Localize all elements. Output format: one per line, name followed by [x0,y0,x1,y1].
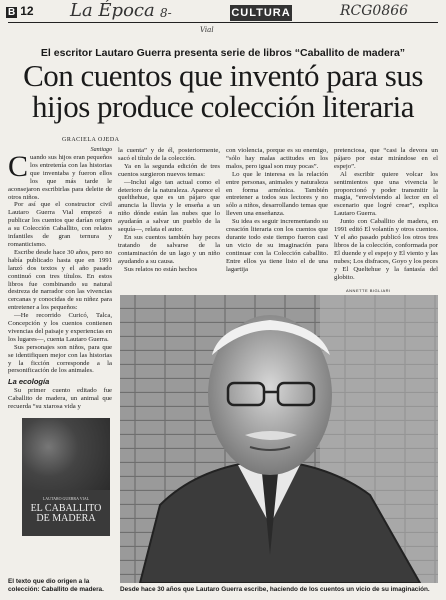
paragraph: pretenciosa, que “casi la devora un pájaro por estar mirándose en el espejo”. [334,147,438,170]
headline-line-1: Con cuentos que inventó para sus [23,58,423,93]
book-cover-title-line-2: DE MADERA [36,513,96,524]
header-rule [8,22,438,23]
section-label: CULTURA [231,7,291,19]
byline: GRACIELA OJEDA [62,137,120,143]
paragraph-text: uando sus hijos eran pequeños los entretenía con las historias que inventaba y fueron ellos los que más tarde le aconsejaron escribirlas para deleite de otros niños. [8,154,112,201]
photo-caption: Desde hace 30 años que Lautaro Guerra escribe, haciendo de los cuentos un vicio de su imaginación. [120,586,430,593]
headline-line-2: hijos produce colección literaria [31,89,415,124]
book-caption: El texto que dio origen a la colección: Caballito de madera. [8,578,104,593]
paragraph: Ya en la segunda edición de tres cuentos surgieron nuevos temas: [118,162,220,178]
newspaper-name-handwritten: La Época [70,0,155,21]
column-2 [118,147,220,274]
page-marker-icon: B [8,7,16,18]
page-number-text: 12 [20,4,34,18]
book-cover-illustration [22,418,110,490]
paragraph: Su idea es seguir incrementando su creación literaria con los cuentos que durante todo este tiempo fueron casi un vicio de su imaginación para continuar con la Colección caballito. Entre ellos ya tiene listo el de una lagartija [226,218,328,273]
paragraph: Su primer cuento editado fue Caballito de madera, un animal que recuerda “su xtarosa vida y [8,387,112,411]
page-number [6,4,34,18]
paragraph: la cuenta” y de él, posteriormente, sacó el título de la colección. [118,147,220,162]
margin-note: Vial [200,26,214,34]
date-handwritten: 8- [160,6,172,20]
book-cover-image [22,418,110,536]
author-portrait-illustration [120,295,438,583]
paragraph: Sus relatos no están hechos [124,265,198,273]
dateline: Santiago [90,147,112,153]
column-1 [8,147,112,411]
book-cover-title-line-1: EL CABALLITO [30,503,102,514]
paragraph: —He recorrido Curicó, Talca, Concepción y los cuentos contienen vivencias del paisaje y experiencias en los lugares—, cuenta Lautaro Guerra. [8,312,112,343]
paragraph: Por así que el constructor civil Lautaro Guerra Vial empezó a publicar los cuentos que darían origen a su Colección Caballito, con relatos infantiles de gran ternura y romanticismo. [8,201,112,248]
paragraph: En sus cuentos también hay peces tratando de salvarse de la contaminación de un lago y un niño ayudando a su causa. [118,233,220,265]
author-photo [120,295,438,583]
paragraph: Sus personajes son niños, para que se identifiquen mejor con las historias y la ficción corresponde a la personificación de los animales. [8,343,112,375]
article-kicker: El escritor Lautaro Guerra presenta serie de libros “Caballito de madera” [40,47,406,59]
paragraph: —Inclui algo tan actual como el deterioro de la naturaleza. Aparece el quelthehue, que es un pájaro que anuncia la lluvia y le enseña a un niño dónde están las nubes que lo ayudarán a salvar un pueblo de la sequía—, relata el autor. [118,178,220,234]
column-3 [226,147,328,274]
archive-code: RCG0866 [340,3,409,19]
paragraph: Escribe desde hace 30 años, pero no había publicado hasta que en 1991 lanzó dos textos y el año pasado continuó con tres títulos. En estos libros fue combinando su natural destreza de narrador con las vivencias cercanas y conocidas de su niñez para entretener a los pequeños: [8,248,112,312]
paragraph: Al escribir quiere volcar los sentimientos que una vivencia le proporcionó y poder transmitir la magia, “envolviendo al lector en el escenario que logré crear”, explica Lautaro Guerra. [334,170,438,218]
book-cover-title [22,504,110,524]
dropcap: C [8,150,29,183]
paragraph: con violencia, porque es su enemigo, “sólo hay malas actitudes en los malos, pero igual son muy pocas”. [226,147,328,170]
column-4 [334,147,438,281]
subheading: La ecología [8,377,50,387]
photo-credit: ANNETTE BIGLIARI [346,288,391,293]
book-cover-author: LAUTARO GUERRA VIAL [42,496,90,501]
paragraph: Lo que le interesa es la relación entre personas, animales y naturaleza en forma armónica. También entretener a todos sus lectores y no sólo a niños, desarrollando temas que lleven una enseñanza. [226,170,328,218]
article-headline [0,60,446,122]
paragraph: Junto con Caballito de madera, en 1991 editó El volantín y otros cuentos. Y el año pasado publicó los otros tres libros de la colección, conformada por El duende y el espejo y El viento y las nubes; Los disfraces, Goyo y los peces y El Queltehue y la fantasía del globito. [334,218,438,281]
